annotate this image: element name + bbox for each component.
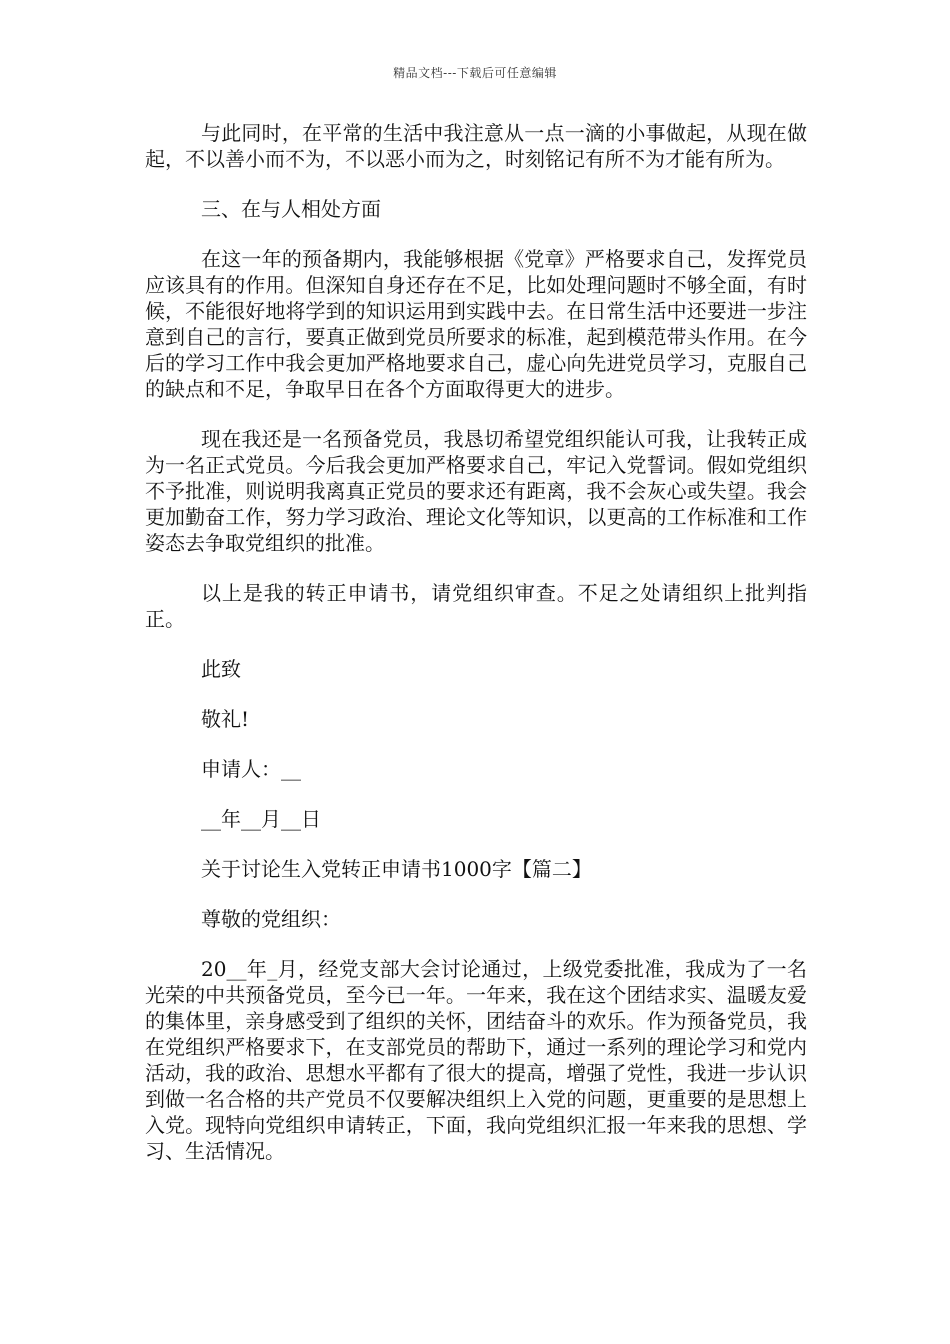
- paragraph-probation-period: 在这一年的预备期内，我能够根据《党章》严格要求自己，发挥党员应该具有的作用。但深知自身还存在不足，比如处理问题时不够全面，有时候，不能很好地将学到的知识运用到实践中去。在日常生活中还要进一步注意到自己的言行，要真正做到党员所要求的标准，起到模范带头作用。在今后的学习工作中我会更加严格地要求自己，虚心向先进党员学习，克服自己的缺点和不足，争取早日在各个方面取得更大的进步。: [145, 247, 807, 401]
- document-body: [145, 120, 807, 1188]
- salutation-cizhi: 此致: [201, 657, 241, 681]
- paragraph-one-year-review: 20__年_月，经党支部大会讨论通过，上级党委批准，我成为了一名光荣的中共预备党员，至今已一年。一年来，我在这个团结求实、温暖友爱的集体里，亲身感受到了组织的关怀，团结奋斗的欢乐。作为预备党员，我在党组织严格要求下，在支部党员的帮助下，通过一系列的理论学习和党内活动，我的政治、思想水平都有了很大的提高，增强了党性，我进一步认识到做一名合格的共产党员不仅要解决组织上入党的问题，更重要的是思想上入党。现特向党组织申请转正，下面，我向党组织汇报一年来我的思想、学习、生活情况。: [145, 957, 807, 1163]
- paragraph-small-deeds: 与此同时，在平常的生活中我注意从一点一滴的小事做起，从现在做起，不以善小而不为，不以恶小而为之，时刻铭记有所不为才能有所为。: [145, 121, 807, 171]
- salutation-jingli: 敬礼!: [201, 707, 250, 731]
- part-two-title: 关于讨论生入党转正申请书1000字【篇二】: [201, 857, 592, 881]
- paragraph-request-approval: 现在我还是一名预备党员，我恳切希望党组织能认可我，让我转正成为一名正式党员。今后我会更加严格要求自己，牢记入党誓词。假如党组织不予批准，则说明我离真正党员的要求还有距离，我不会灰心或失望。我会更加勤奋工作，努力学习政治、理论文化等知识，以更高的工作标准和工作姿态去争取党组织的批准。: [145, 427, 807, 555]
- greeting-party-organization: 尊敬的党组织：: [201, 907, 341, 931]
- page-header: 精品文档---下载后可任意编辑: [393, 66, 557, 80]
- applicant-signature-line: 申请人：__: [201, 757, 301, 781]
- paragraph-closing-review: 以上是我的转正申请书，请党组织审查。不足之处请组织上批判指正。: [145, 581, 807, 631]
- date-line: __年__月__日: [201, 807, 321, 831]
- section-heading-interpersonal: 三、在与人相处方面: [201, 197, 381, 221]
